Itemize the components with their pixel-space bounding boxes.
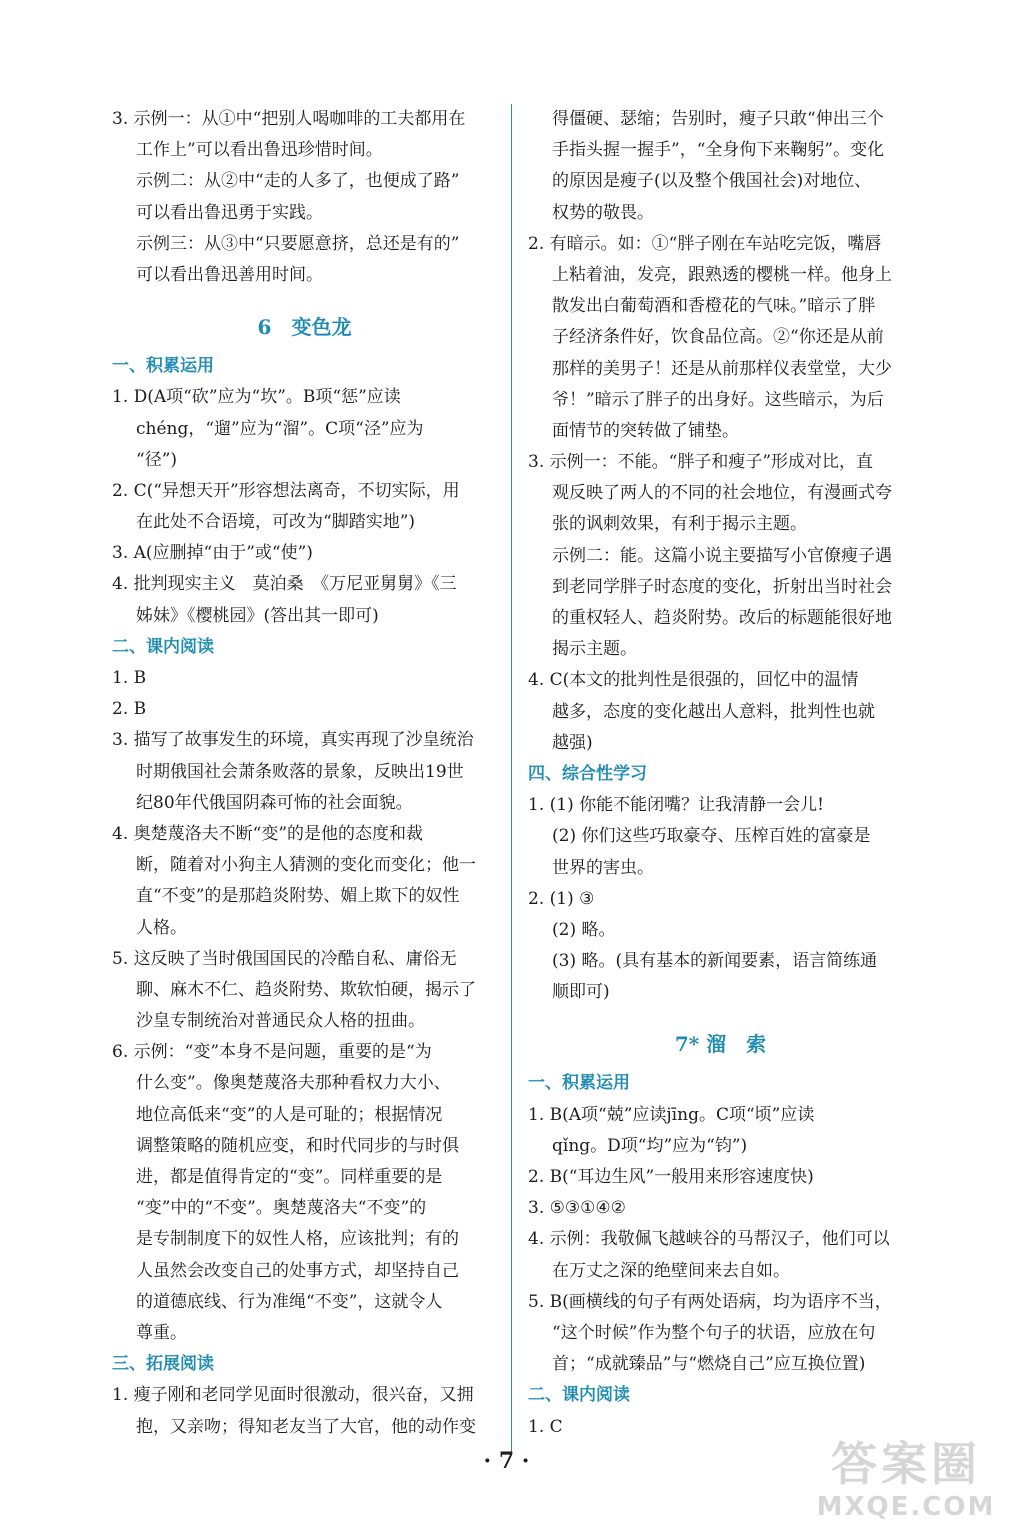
right-text-line: “这个时候”作为整个句子的状语，应放在句 [552,1322,876,1343]
left-text-line: 聊、麻木不仁、趋炎附势、欺软怕硬，揭示了 [136,979,476,1000]
left-text-line: 沙皇专制统治对普通民众人格的扭曲。 [136,1011,425,1032]
right-text-line: 越强) [552,732,593,753]
right-text-line: 世界的害虫。 [552,857,654,878]
left-text-line: 2. B [112,699,147,720]
right-text-line: 揭示主题。 [552,639,637,660]
left-text-line: 示例三：从③中“只要愿意挤，总还是有的” [136,233,460,254]
section-heading: 二、课内阅读 [528,1385,630,1406]
left-text-line: 尊重。 [136,1322,187,1343]
right-text-line: 爷！”暗示了胖子的出身好。这些暗示，为后 [552,389,884,410]
right-text-line: 面情节的突转做了铺垫。 [552,420,739,441]
watermark-logo [811,1436,1001,1526]
right-text-line: 手指头握一握手”，“全身佝下来鞠躬”。变化 [552,140,885,161]
left-text-line: chéng，“遛”应为“溜”。C项“泾”应为 [136,418,424,439]
left-text-line: 工作上”可以看出鲁迅珍惜时间。 [136,140,383,161]
right-text-line: 的重权轻人、趋炎附势。改后的标题能很好地 [552,608,892,628]
left-text-line: 的道德底线、行为准绳“不变”，这就令人 [136,1291,443,1312]
left-text-line: 断，随着对小狗主人猜测的变化而变化；他一 [136,855,476,876]
lesson-title: 6 变色龙 [257,315,352,340]
watermark-text: 答案圈 [831,1437,981,1491]
right-text-line: 3. 示例一：不能。“胖子和瘦子”形成对比，直 [528,452,874,473]
left-text-line: 在此处不合语境，可改为“脚踏实地”) [136,512,416,533]
page-number: · 7 · [483,1448,530,1474]
left-text-line: 人格。 [136,917,187,938]
left-text-line: 1. D(A项“砍”应为“坎”。B项“惩”应读 [112,387,401,408]
right-text-line: 张的讽刺效果，有利于揭示主题。 [552,514,807,535]
section-heading: 二、课内阅读 [112,636,214,657]
right-text-line: 2. 有暗示。如：①“胖子刚在车站吃完饭，嘴唇 [528,233,882,254]
left-column [112,104,497,1443]
left-text-line: 可以看出鲁迅勇于实践。 [136,202,323,223]
right-text-line: 1. (1) 你能不能闭嘴？让我清静一会儿! [528,795,824,816]
left-text-line: 可以看出鲁迅善用时间。 [136,264,323,285]
watermark-url: MXQE.COM [816,1492,996,1522]
left-text-line: 人虽然会改变自己的处事方式，却坚持自己 [136,1260,459,1281]
left-text-line: 抱，又亲吻；得知老友当了大官，他的动作变 [136,1416,476,1437]
left-text-line: 2. C(“异想天开”形容想法离奇，不切实际，用 [112,480,460,501]
right-text-line: 子经济条件好，饮食品位高。②“你还是从前 [552,327,884,348]
right-text-line: qǐng。D项“均”应为“钧”) [552,1135,748,1156]
left-text-line: 进，都是值得肯定的“变”。同样重要的是 [136,1167,443,1187]
right-text-line: 到老同学胖子时态度的变化，折射出当时社会 [552,576,892,597]
left-text-line: 直“不变”的是那趋炎附势、媚上欺下的奴性 [136,886,460,907]
right-text-line: 那样的美男子！还是从前那样仪表堂堂，大少 [552,358,892,379]
left-text-line: 姊妹》《樱桃园》(答出其一即可) [136,605,379,626]
section-heading: 四、综合性学习 [528,763,647,784]
left-text-line: 什么变”。像奥楚蔑洛夫那种看权力大小、 [136,1073,451,1094]
right-text-line: 在万丈之深的绝壁间来去自如。 [552,1260,790,1281]
section-heading: 一、积累运用 [112,356,214,377]
left-text-line: 纪80年代俄国阴森可怖的社会面貌。 [136,792,413,813]
right-text-line: 2. B(“耳边生风”一般用来形容速度快) [528,1167,814,1187]
left-text-line: 1. B [112,668,147,688]
right-text-line: 4. 示例：我敬佩飞越峡谷的马帮汉子，他们可以 [528,1229,890,1250]
right-text-line: 顺即可) [552,982,610,1003]
right-text-line: 得僵硬、瑟缩；告别时，瘦子只敢“伸出三个 [552,109,884,129]
right-text-line: 权势的敬畏。 [552,202,654,223]
left-text-line: 6. 示例：“变”本身不是问题，重要的是“为 [112,1042,432,1063]
right-text-line: (3) 略。(具有基本的新闻要素，语言简练通 [552,951,878,972]
right-text-line: 1. B(A项“兢”应读jīng。C项“顷”应读 [528,1104,815,1125]
right-text-line: 2. (1) ③ [528,888,595,909]
right-text-line: 观反映了两人的不同的社会地位，有漫画式夸 [552,483,892,504]
right-text-line: 1. C [528,1416,563,1437]
section-heading: 三、拓展阅读 [112,1354,214,1375]
right-text-line: 上粘着油，发亮，跟熟透的樱桃一样。他身上 [552,264,892,285]
left-text-line: 4. 批判现实主义 莫泊桑 《万尼亚舅舅》《三 [112,574,457,595]
left-text-line: “变”中的“不变”。奥楚蔑洛夫“不变”的 [136,1198,427,1219]
right-text-line: 示例二：能。这篇小说主要描写小官僚瘦子遇 [552,545,892,566]
column-divider [511,104,512,1454]
left-text-line: 3. 描写了故事发生的环境，真实再现了沙皇统治 [112,730,474,751]
left-text-line: 3. A(应删掉“由于”或“使”) [112,543,313,564]
left-text-line: 5. 这反映了当时俄国国民的冷酷自私、庸俗无 [112,948,457,969]
right-column [528,104,913,1443]
right-text-line: 4. C(本文的批判性是很强的，回忆中的温情 [528,670,859,691]
lesson-title: 7* 溜 索 [674,1032,767,1057]
right-text-line: 5. B(画横线的句子有两处语病，均为语序不当， [528,1291,892,1312]
left-text-line: 示例二：从②中“走的人多了，也便成了路” [136,171,460,192]
left-text-line: “径”) [136,449,178,470]
left-text-line: 4. 奥楚蔑洛夫不断“变”的是他的态度和裁 [112,823,424,844]
right-text-line: 首；“成就臻品”与“燃烧自己”应互换位置) [552,1354,866,1375]
left-text-line: 1. 瘦子刚和老同学见面时很激动，很兴奋，又拥 [112,1385,474,1406]
left-text-line: 是专制制度下的奴性人格，应该批判；有的 [136,1229,459,1250]
left-text-line: 时期俄国社会萧条败落的景象，反映出19世 [136,761,464,782]
section-heading: 一、积累运用 [528,1073,630,1094]
right-text-line: 散发出白葡萄酒和香橙花的气味。”暗示了胖 [552,296,876,317]
right-text-line: 3. ⑤③①④② [528,1198,626,1219]
right-text-line: (2) 你们这些巧取豪夺、压榨百姓的富豪是 [552,826,871,847]
left-text-line: 3. 示例一：从①中“把别人喝咖啡的工夫都用在 [112,109,466,129]
left-text-line: 地位高低来“变”的人是可耻的；根据情况 [136,1104,443,1125]
right-text-line: 越多，态度的变化越出人意料，批判性也就 [552,701,875,722]
left-text-line: 调整策略的随机应变，和时代同步的与时俱 [136,1135,459,1156]
right-text-line: (2) 略。 [552,919,616,940]
right-text-line: 的原因是瘦子(以及整个俄国社会)对地位、 [552,171,872,192]
